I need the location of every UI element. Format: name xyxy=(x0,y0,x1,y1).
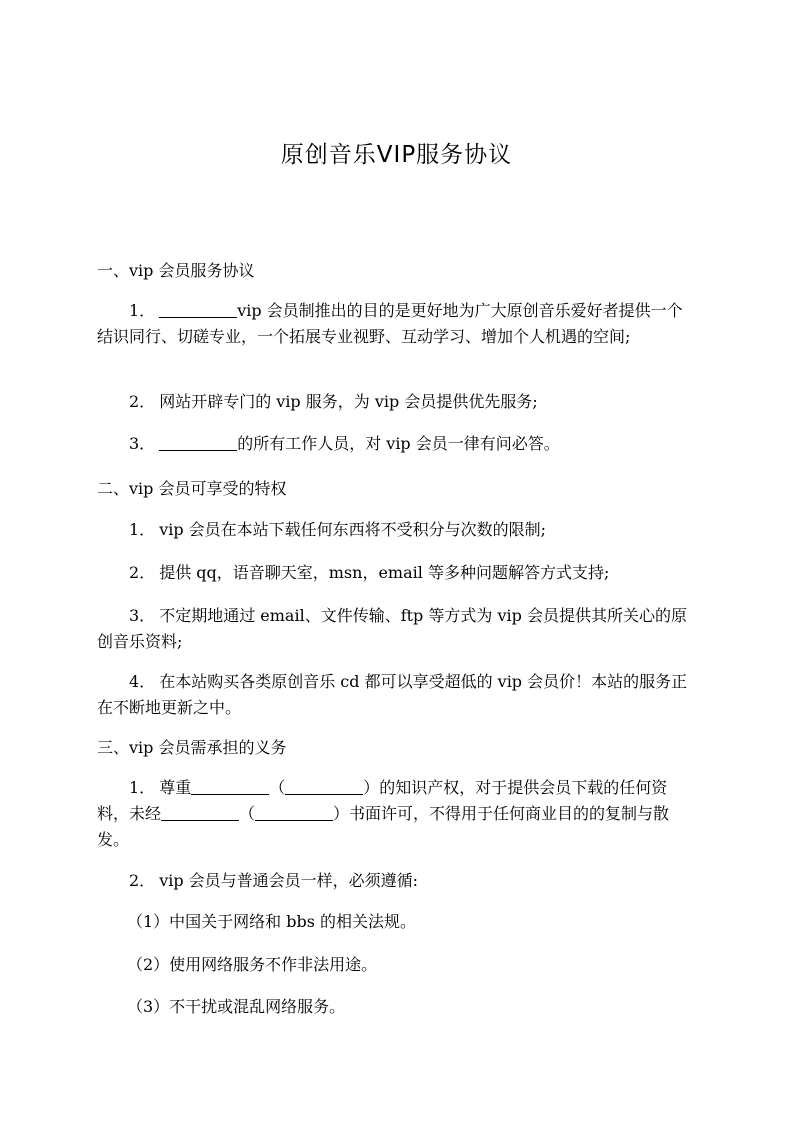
item-text: 的所有工作人员，对 vip 会员一律有问必答。 xyxy=(237,434,560,453)
item-text: 在本站购买各类原创音乐 cd 都可以享受超低的 vip 会员价！本站的服务正在不断地更新之中。 xyxy=(97,672,688,717)
item-number: 2． xyxy=(129,563,156,582)
section-2-heading: 二、vip 会员可享受的特权 xyxy=(97,479,287,498)
item-text: （ xyxy=(239,804,256,823)
item-number: 2． xyxy=(129,871,156,890)
section-2-item-1 xyxy=(97,517,693,543)
item-text: 尊重 xyxy=(159,778,192,797)
page-title: 原创音乐VIP服务协议 xyxy=(280,142,513,168)
item-number: 4． xyxy=(129,672,156,691)
section-1-item-1 xyxy=(97,298,693,350)
item-text: 不定期地通过 email、文件传输、ftp 等方式为 vip 会员提供其所关心的原创音乐资料; xyxy=(97,606,687,651)
item-text: vip 会员与普通会员一样，必须遵循: xyxy=(159,871,419,890)
item-number: 2． xyxy=(129,392,156,411)
section-3-subitem-1: （1）中国关于网络和 bbs 的相关法规。 xyxy=(127,912,417,931)
item-number: 1． xyxy=(129,301,156,320)
section-2-item-3 xyxy=(97,603,693,655)
section-3-item-1 xyxy=(97,775,693,853)
item-text: vip 会员在本站下载任何东西将不受积分与次数的限制; xyxy=(159,520,547,539)
blank-field xyxy=(159,432,237,451)
section-2-item-4 xyxy=(97,669,693,721)
blank-field xyxy=(161,802,239,821)
blank-field xyxy=(285,776,363,795)
section-1-item-2 xyxy=(97,389,693,415)
section-2-item-2 xyxy=(97,560,693,586)
section-3-item-2 xyxy=(97,868,693,894)
item-number: 1． xyxy=(129,520,156,539)
item-text: ）书面许可，不得用于任何商业目的的复制与散发。 xyxy=(97,804,670,849)
blank-field xyxy=(191,776,269,795)
item-number: 1． xyxy=(129,778,156,797)
section-3-subitem-2: （2）使用网络服务不作非法用途。 xyxy=(127,955,378,974)
item-text: vip 会员制推出的目的是更好地为广大原创音乐爱好者提供一个结识同行、切磋专业，一个拓展专业视野、互动学习、增加个人机遇的空间; xyxy=(97,301,683,346)
section-1-item-3 xyxy=(97,431,693,457)
blank-field xyxy=(159,299,237,318)
item-text: （ xyxy=(269,778,286,797)
blank-field xyxy=(255,802,333,821)
section-1-heading: 一、vip 会员服务协议 xyxy=(97,261,255,280)
item-text: 提供 qq，语音聊天室，msn，email 等多种问题解答方式支持; xyxy=(159,563,610,582)
item-number: 3． xyxy=(129,434,156,453)
section-3-subitem-3: （3）不干扰或混乱网络服务。 xyxy=(127,997,346,1016)
section-3-heading: 三、vip 会员需承担的义务 xyxy=(97,738,287,757)
item-number: 3． xyxy=(129,606,156,625)
item-text: ）的知识产权，对于提供会员下载的任何资料，未经 xyxy=(97,778,668,823)
item-text: 网站开辟专门的 vip 服务，为 vip 会员提供优先服务; xyxy=(159,392,538,411)
